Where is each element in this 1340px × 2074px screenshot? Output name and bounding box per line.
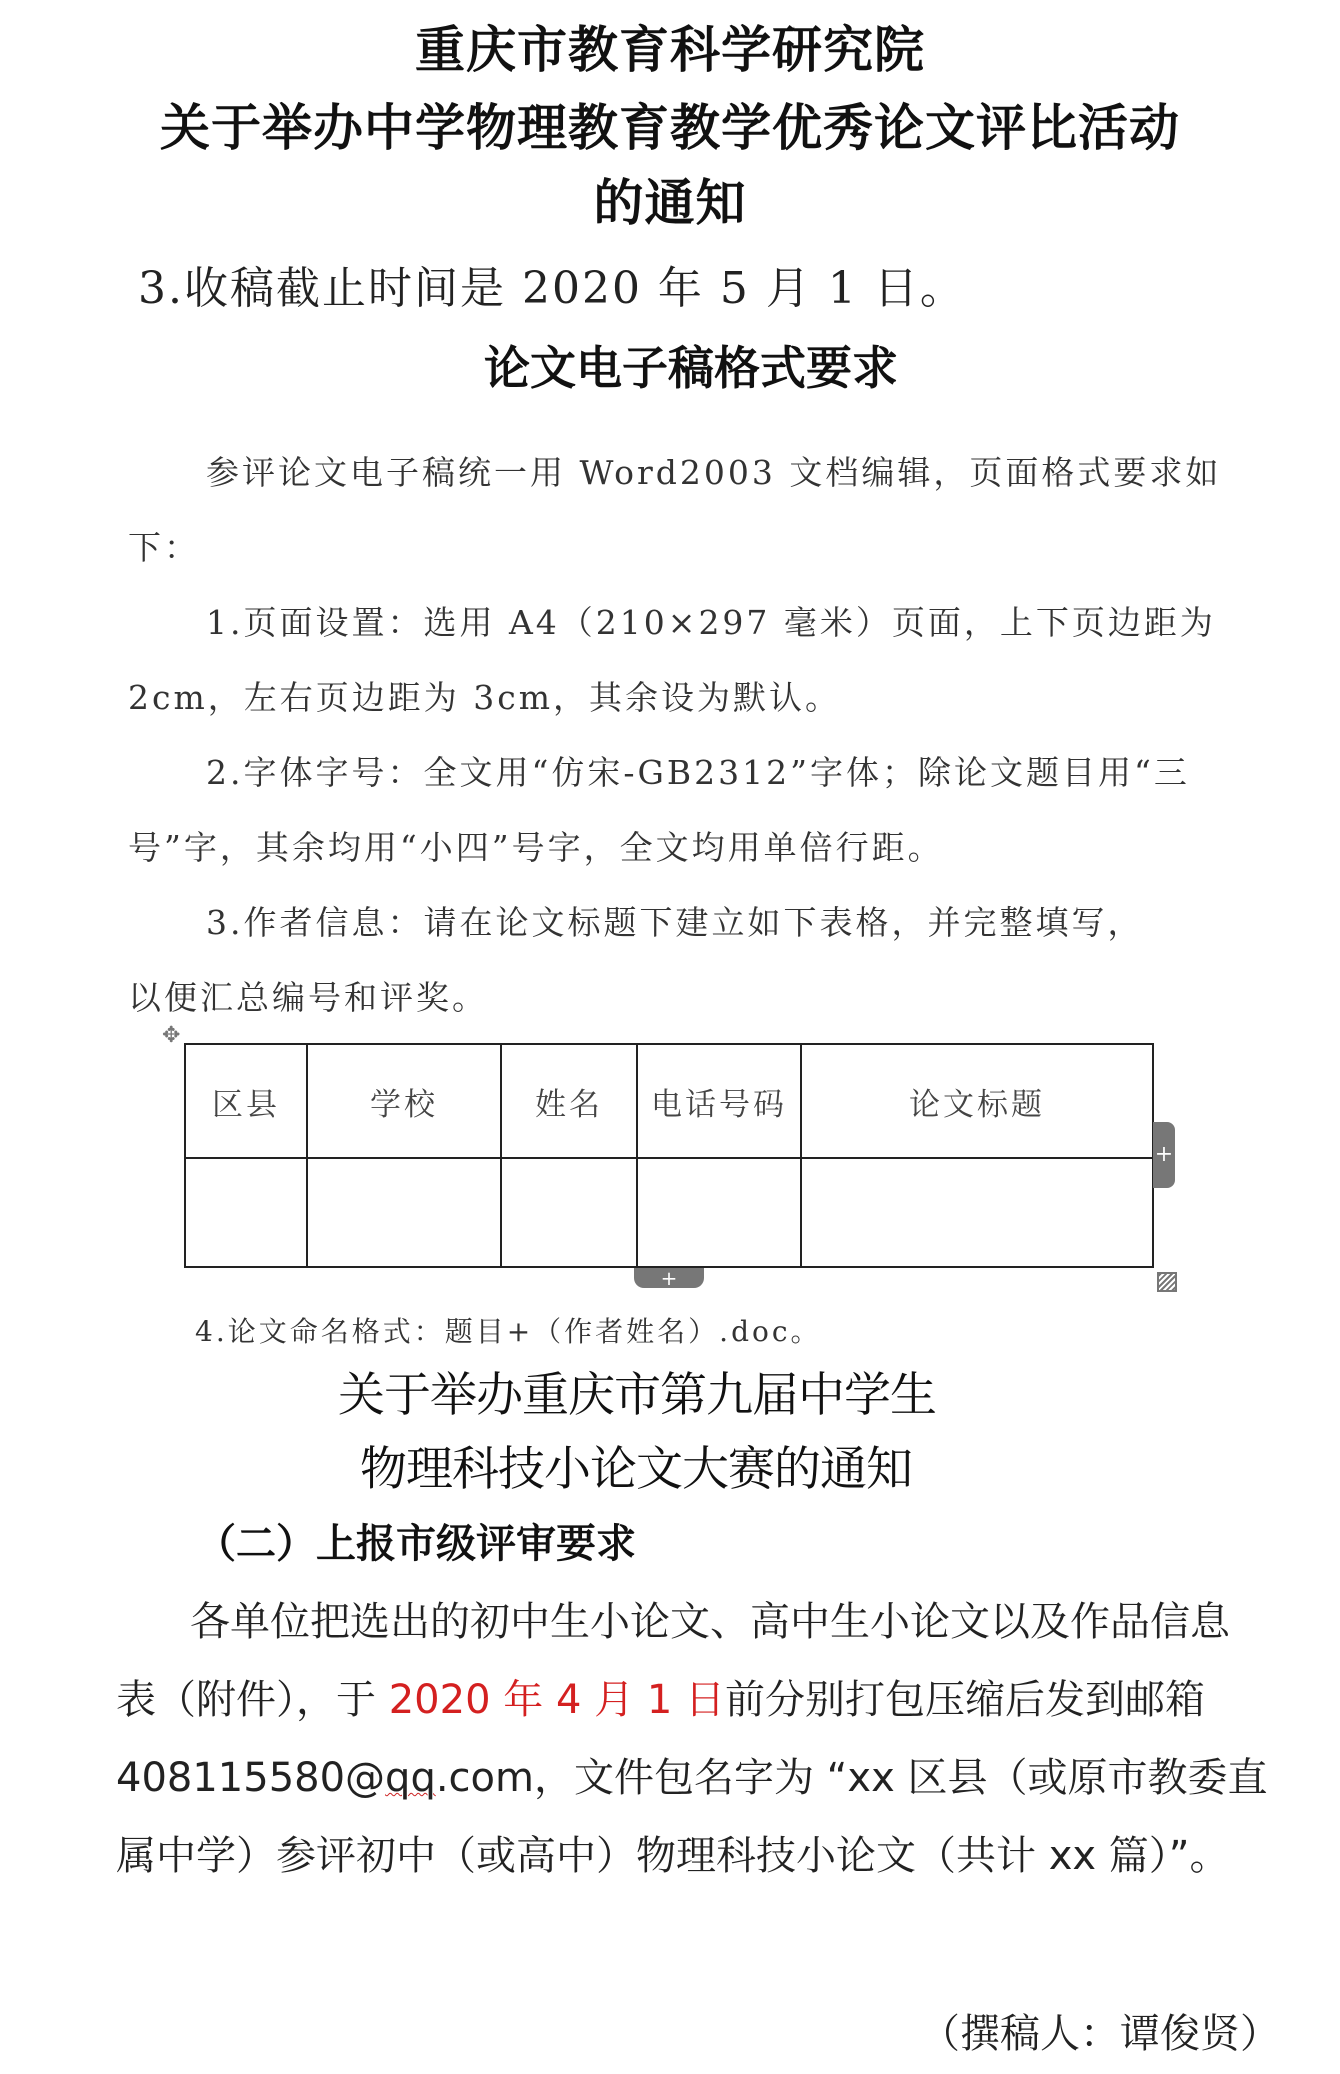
table-cell-title[interactable] [801,1158,1153,1267]
table-cell-school[interactable] [307,1158,501,1267]
report-requirements-heading: （二）上报市级评审要求 [196,1521,636,1567]
deadline-text: 3.收稿截止时间是 2020 年 5 月 1 日。 [138,263,966,314]
notice-title-line2: 关于举办中学物理教育教学优秀论文评比活动 [160,99,1180,157]
paragraph-text: 前分别打包压缩后发到邮箱 [725,1677,1205,1723]
paragraph-text: .com，文件包名字为 “xx 区县（或原市教委直 [435,1755,1268,1801]
naming-format-note: 4.论文命名格式：题目+（作者姓名）.doc。 [195,1315,822,1348]
email-address-misspelling-mark[interactable]: qq [385,1755,436,1801]
requirements-paragraph-line4: 属中学）参评初中（或高中）物理科技小论文（共计 xx 篇）”。 [116,1833,1230,1879]
format-item1-line1: 1.页面设置：选用 A4（210×297 毫米）页面，上下页边距为 [206,603,1216,642]
format-section-title: 论文电子稿格式要求 [484,341,898,395]
table-cell-phone[interactable] [637,1158,801,1267]
table-row [185,1158,1153,1267]
table-header-cell: 学校 [307,1044,501,1158]
table-header-cell: 区县 [185,1044,307,1158]
table-cell-district[interactable] [185,1158,307,1267]
notice-title-line3: 的通知 [593,174,747,232]
format-item1-line2: 2cm，左右页边距为 3cm，其余设为默认。 [128,678,842,717]
table-header-cell: 电话号码 [637,1044,801,1158]
table-header-cell: 姓名 [501,1044,637,1158]
format-item2-line2: 号”字，其余均用“小四”号字，全文均用单倍行距。 [128,828,944,867]
contest-title-line2: 物理科技小论文大赛的通知 [360,1442,912,1497]
format-item2-line1: 2.字体字号：全文用“仿宋-GB2312”字体；除论文题目用“三 [206,753,1190,792]
format-item3-line2: 以便汇总编号和评奖。 [128,978,488,1017]
format-intro-line2: 下： [128,528,200,567]
table-move-handle-icon[interactable]: ✥ [162,1023,181,1048]
format-intro-line1: 参评论文电子稿统一用 Word2003 文档编辑，页面格式要求如 [206,453,1222,492]
table-header-row [185,1044,1153,1158]
notice-title-line1: 重庆市教育科学研究院 [415,21,925,79]
email-address[interactable]: 408115580@ [116,1755,386,1801]
add-column-plus-icon[interactable]: + [1153,1122,1175,1188]
requirements-paragraph-line2 [116,1668,1205,1725]
submission-deadline-date: 2020 年 4 月 1 日 [388,1677,725,1723]
table-cell-name[interactable] [501,1158,637,1267]
requirements-paragraph-line3 [116,1746,1267,1803]
table-resize-handle-icon[interactable] [1157,1272,1177,1292]
table-header-cell: 论文标题 [801,1044,1153,1158]
format-item3-line1: 3.作者信息：请在论文标题下建立如下表格，并完整填写， [206,903,1144,942]
add-row-plus-icon[interactable]: + [634,1268,704,1288]
contest-title-line1: 关于举办重庆市第九届中学生 [338,1368,936,1423]
author-info-table [184,1043,1154,1268]
author-signature: （撰稿人：谭俊贤） [920,2011,1280,2057]
requirements-paragraph-line1: 各单位把选出的初中生小论文、高中生小论文以及作品信息 [190,1599,1230,1645]
paragraph-text: 表（附件），于 [116,1677,389,1723]
